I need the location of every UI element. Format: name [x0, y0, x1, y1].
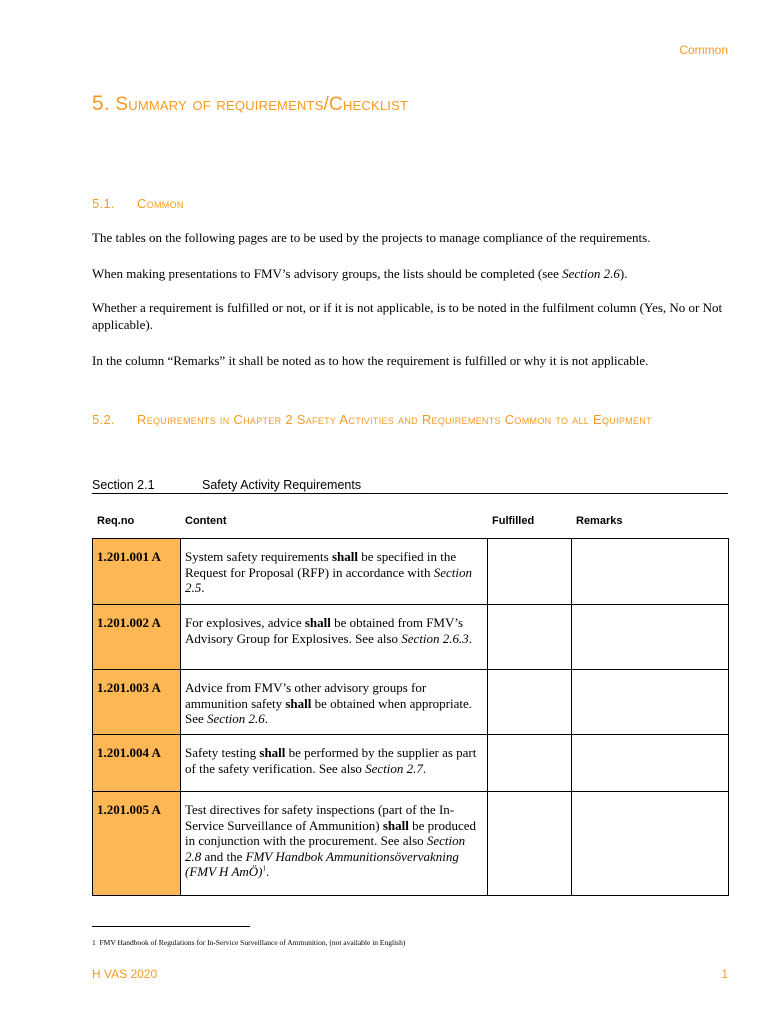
req-number-cell: 1.201.002 A [93, 605, 181, 670]
shall-keyword: shall [304, 615, 331, 630]
document-id: H VAS 2020 [92, 967, 158, 981]
paragraph-text: ). [619, 266, 628, 281]
paragraph-tables-usage: The tables on the following pages are to be used by the projects to manage compliance of the requirements. [92, 230, 651, 245]
table-row [93, 735, 729, 792]
section-number: 5.2. [92, 412, 115, 427]
req-number-cell: 1.201.004 A [93, 735, 181, 792]
chapter-title-text: Summary of requirements/Checklist [115, 94, 409, 115]
footnote-divider [92, 926, 250, 927]
content-cell [181, 605, 488, 670]
paragraph-remarks: In the column “Remarks” it shall be noted as to how the requirement is fulfilled or why it is not applicable. [92, 353, 649, 368]
running-header: Common [679, 43, 728, 57]
content-text: be specified in the Request for Proposal (RFP) in accordance with [185, 549, 457, 580]
content-cell [181, 539, 488, 605]
content-text: be obtained when appropriate. See [185, 695, 473, 726]
column-header-remarks: Remarks [576, 515, 623, 527]
fulfilled-cell[interactable] [488, 670, 572, 735]
footnote-text: FMV Handbook of Regulations for In-Service Surveillance of Ammunition, (not available in English) [99, 938, 406, 947]
footnote-marker[interactable]: 1 [262, 864, 267, 873]
subsection-number: Section 2.1 [92, 478, 155, 492]
fulfilled-cell[interactable] [488, 735, 572, 792]
req-number-cell: 1.201.001 A [93, 539, 181, 605]
table-row [93, 539, 729, 605]
table-row [93, 670, 729, 735]
column-header-reqno: Req.no [97, 515, 135, 527]
handbook-reference: FMV Handbok Ammunitionsövervakning (FMV H AmÖ) [185, 848, 459, 879]
fulfilled-cell[interactable] [488, 539, 572, 605]
content-text: . [422, 760, 427, 776]
table-row [93, 605, 729, 670]
content-text: be produced in conjunction with the procurement. See also [185, 817, 476, 848]
section-reference: Section 2.6.3 [401, 630, 469, 646]
shall-keyword: shall [331, 549, 358, 564]
remarks-cell[interactable] [572, 670, 729, 735]
subsection-header [92, 478, 728, 494]
remarks-cell[interactable] [572, 735, 729, 792]
page-number: 1 [721, 967, 728, 981]
fulfilled-cell[interactable] [488, 605, 572, 670]
content-text: System safety requirements [185, 549, 332, 564]
paragraph-text: When making presentations to FMV’s advisory groups, the lists should be completed (see [92, 266, 563, 281]
section-reference: Section 2.6 [207, 711, 265, 726]
section-title: Requirements in Chapter 2 Safety Activities and Requirements Common to all Equipment [137, 412, 652, 427]
content-text: . [264, 711, 269, 726]
content-text: . [468, 630, 473, 646]
content-text: be obtained from FMV’s Advisory Group for Explosives. See also [185, 615, 464, 646]
content-text: and the [201, 848, 246, 864]
shall-keyword: shall [285, 695, 312, 711]
req-number-cell: 1.201.003 A [93, 670, 181, 735]
section-reference: Section 2.8 [185, 833, 466, 864]
chapter-title [92, 92, 408, 116]
remarks-cell[interactable] [572, 605, 729, 670]
column-header-content: Content [185, 515, 227, 527]
paragraph-presentations [92, 265, 728, 282]
fulfilled-cell[interactable] [488, 792, 572, 896]
remarks-cell[interactable] [572, 792, 729, 896]
content-text: Safety testing [185, 745, 260, 760]
requirements-table [92, 538, 729, 896]
section-number: 5.1. [92, 196, 115, 211]
content-cell [181, 792, 488, 896]
content-text: Advice from FMV’s other advisory groups for ammunition safety [185, 680, 427, 711]
content-cell [181, 670, 488, 735]
shall-keyword: shall [259, 745, 286, 760]
section-heading-requirements [92, 411, 732, 428]
chapter-number: 5. [92, 92, 110, 115]
table-row [93, 792, 729, 896]
section-reference: Section 2.7 [365, 760, 423, 776]
content-cell [181, 735, 488, 792]
section-reference: Section 2.6 [562, 266, 620, 281]
section-reference: Section 2.5 [185, 564, 473, 595]
section-heading-common [92, 196, 184, 211]
footnote [92, 938, 405, 947]
paragraph-fulfilment: Whether a requirement is fulfilled or not, or if it is not applicable, is to be noted in the fulfilment column (Yes, No or Not applicable). [92, 300, 723, 332]
subsection-title: Safety Activity Requirements [202, 478, 362, 492]
shall-keyword: shall [382, 817, 409, 833]
remarks-cell[interactable] [572, 539, 729, 605]
content-text: For explosives, advice [185, 615, 305, 630]
column-header-fulfilled: Fulfilled [492, 515, 535, 527]
content-text: Test directives for safety inspections (part of the In-Service Surveillance of Ammunition) [185, 802, 455, 833]
footnote-marker: 1 [92, 938, 96, 947]
content-text: . [266, 864, 270, 879]
req-number-cell: 1.201.005 A [93, 792, 181, 896]
content-text: . [201, 580, 205, 595]
section-title: Common [137, 196, 184, 211]
content-text: be performed by the supplier as part of the safety verification. See also [185, 745, 477, 776]
